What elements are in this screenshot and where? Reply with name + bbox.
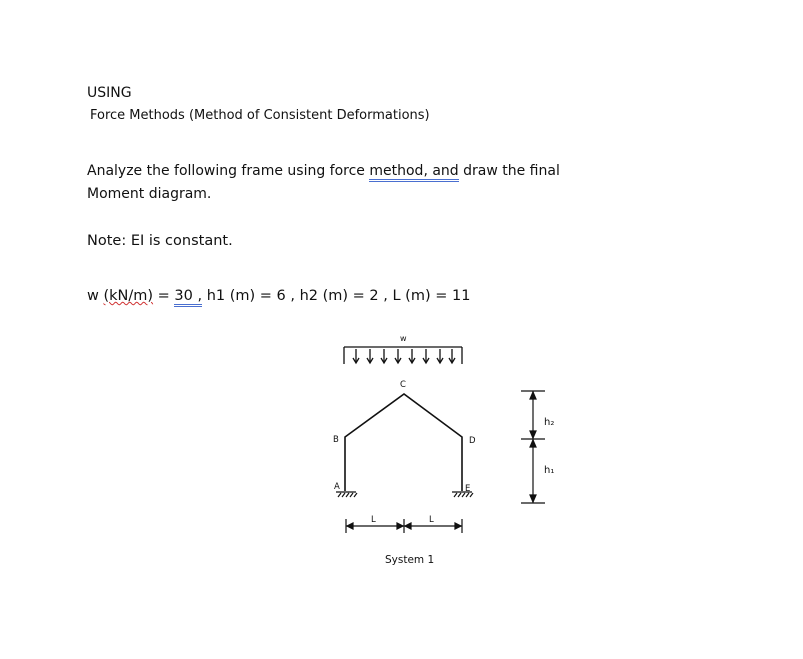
prompt-line-2: Moment diagram. <box>87 186 212 202</box>
frame-outline <box>345 394 462 491</box>
heading-method: Force Methods (Method of Consistent Deformations) <box>90 108 430 123</box>
node-b-label: B <box>333 435 339 445</box>
span-dimensions <box>346 519 462 533</box>
arrow-icon <box>530 431 536 438</box>
param-rest: h1 (m) = 6 , h2 (m) = 2 , L (m) = 11 <box>202 288 471 304</box>
note-ei-constant: Note: EI is constant. <box>87 233 233 249</box>
node-e-label: E <box>465 484 471 494</box>
load-label: w <box>400 334 407 343</box>
node-a-label: A <box>334 482 340 492</box>
arrow-icon <box>347 523 353 529</box>
arrow-icon <box>530 392 536 399</box>
prompt-line-1-post: draw the final <box>458 163 560 179</box>
param-w-equals: = <box>153 288 175 304</box>
arrow-icon <box>530 495 536 502</box>
arrow-icon <box>455 523 461 529</box>
prompt-line-1-pre: Analyze the following frame using force <box>87 163 370 179</box>
span-l-right-label: L <box>429 515 434 525</box>
heading-using: USING <box>87 85 132 101</box>
dim-h2-label: h₂ <box>544 417 555 428</box>
arrow-icon <box>530 440 536 447</box>
load-arrows <box>353 349 455 363</box>
prompt-grammar-mark: method, and <box>369 163 458 182</box>
param-w-label: w <box>87 288 104 304</box>
span-l-left-label: L <box>371 515 376 525</box>
dim-h1-label: h₁ <box>544 465 555 476</box>
param-w-unit: (kN/m) <box>103 288 154 304</box>
frame-members <box>345 394 462 491</box>
height-dimensions <box>521 391 545 503</box>
support-a <box>336 492 357 497</box>
node-c-label: C <box>400 380 406 390</box>
node-d-label: D <box>469 436 476 446</box>
figure-caption: System 1 <box>385 554 435 566</box>
param-w-value: 30 , <box>174 288 202 307</box>
arrow-icon <box>405 523 411 529</box>
arrow-icon <box>397 523 403 529</box>
distributed-load <box>344 347 462 364</box>
